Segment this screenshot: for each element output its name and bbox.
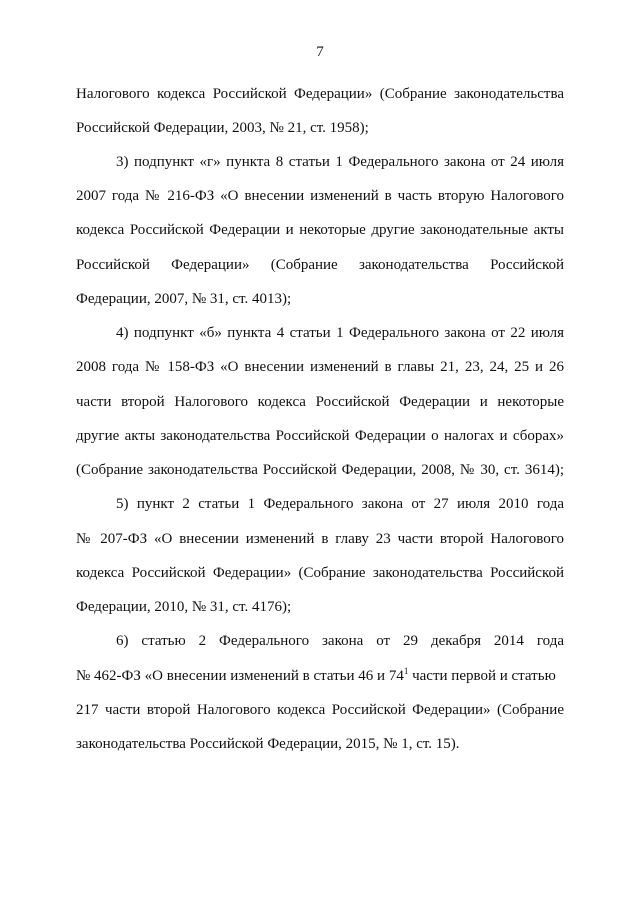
text-line: 2008 года № 158-ФЗ «О внесении изменений в главы 21, 23, 24, 25 и 26 bbox=[76, 359, 564, 375]
superscript: 1 bbox=[403, 666, 409, 676]
text-line: кодекса Российской Федерации» (Собрание законодательства Российской bbox=[76, 565, 564, 581]
list-item-6: 6) статью 2 Федерального закона от 29 декабря 2014 года bbox=[116, 633, 564, 649]
text-line: (Собрание законодательства Российской Федерации, 2008, № 30, ст. 3614); bbox=[76, 462, 564, 478]
text-line: кодекса Российской Федерации и некоторые другие законодательные акты bbox=[76, 222, 564, 238]
text-line: Федерации, 2010, № 31, ст. 4176); bbox=[76, 599, 292, 615]
text-segment: № 462-ФЗ «О внесении изменений в статьи 46 и 74 bbox=[76, 668, 404, 684]
text-line: законодательства Российской Федерации, 2015, № 1, ст. 15). bbox=[76, 736, 460, 752]
text-line: части второй Налогового кодекса Российской Федерации и некоторые bbox=[76, 394, 564, 410]
page-number: 7 bbox=[316, 44, 324, 60]
list-item-5: 5) пункт 2 статьи 1 Федерального закона от 27 июля 2010 года bbox=[116, 496, 564, 512]
list-item-4: 4) подпункт «б» пункта 4 статьи 1 Федерального закона от 22 июля bbox=[116, 325, 564, 341]
text-line: 217 части второй Налогового кодекса Российской Федерации» (Собрание bbox=[76, 702, 564, 718]
text-line: Российской Федерации» (Собрание законодательства Российской bbox=[76, 257, 564, 273]
text-line: Федерации, 2007, № 31, ст. 4013); bbox=[76, 291, 292, 307]
text-segment: части первой и статью bbox=[408, 668, 556, 684]
text-line: другие акты законодательства Российской Федерации о налогах и сборах» bbox=[76, 428, 564, 444]
text-line: № 207-ФЗ «О внесении изменений в главу 23 части второй Налогового bbox=[76, 531, 564, 547]
text-line-with-superscript bbox=[76, 666, 564, 686]
text-line: Российской Федерации, 2003, № 21, ст. 1958); bbox=[76, 120, 369, 136]
text-line: 2007 года № 216-ФЗ «О внесении изменений в часть вторую Налогового bbox=[76, 188, 564, 204]
text-line: Налогового кодекса Российской Федерации» (Собрание законодательства bbox=[76, 86, 564, 102]
list-item-3: 3) подпункт «г» пункта 8 статьи 1 Федерального закона от 24 июля bbox=[116, 154, 564, 170]
